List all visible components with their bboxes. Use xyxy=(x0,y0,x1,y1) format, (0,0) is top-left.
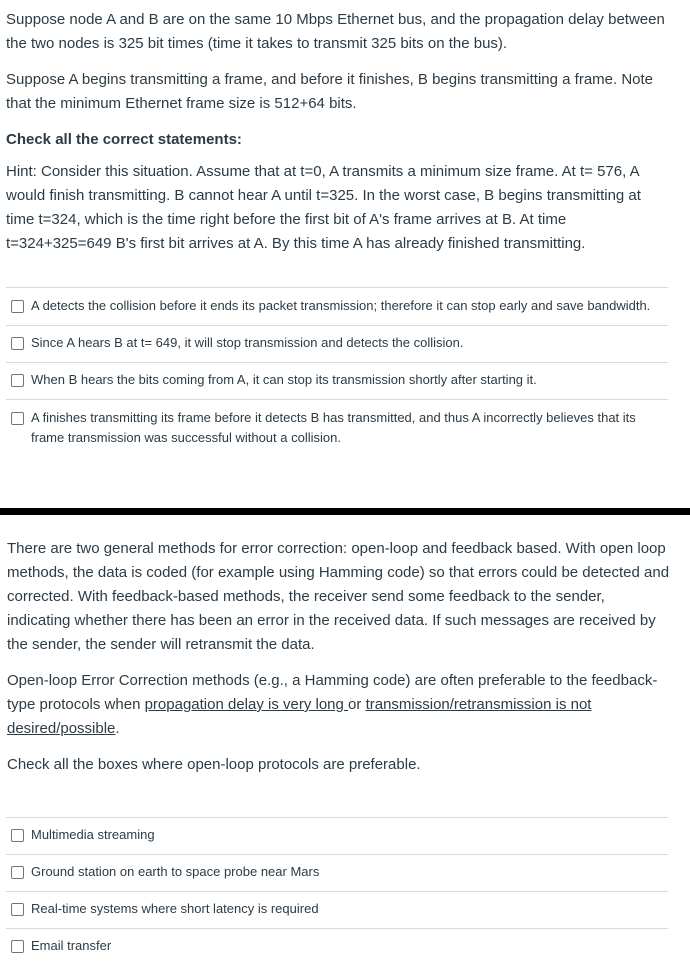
answer-option[interactable] xyxy=(6,928,668,965)
section-divider xyxy=(0,508,690,515)
answer-label: A detects the collision before it ends its packet transmission; therefore it can stop early and save bandwidth. xyxy=(31,298,651,313)
checkbox[interactable] xyxy=(11,300,24,313)
answer-option[interactable] xyxy=(6,325,668,362)
answer-label: Ground station on earth to space probe near Mars xyxy=(31,864,320,879)
answer-option[interactable] xyxy=(6,854,668,891)
question-1-hint: Hint: Consider this situation. Assume that at t=0, A transmits a minimum size frame. At t= 576, A would finish transmitting. B cannot hear A until t=325. In the worst case, B begins transmitting at time t=324, which is the time right before the first bit of A's frame arrives at B. At time t=324+325=649 B's first bit arrives at A. By this time A has already finished transmitting. xyxy=(6,163,641,252)
question-2-instruction: Check all the boxes where open-loop protocols are preferable. xyxy=(7,756,421,773)
question-1-intro-2: Suppose A begins transmitting a frame, and before it finishes, B begins transmitting a frame. Note that the minimum Ethernet frame size is 512+64 bits. xyxy=(6,71,654,112)
answer-label: A finishes transmitting its frame before it detects B has transmitted, and thus A incorrectly believes that its frame transmission was successful without a collision. xyxy=(31,410,636,445)
answer-option[interactable] xyxy=(6,362,668,399)
question-2-preference xyxy=(7,669,671,741)
checkbox[interactable] xyxy=(11,903,24,916)
answer-label: Multimedia streaming xyxy=(31,827,155,842)
checkbox[interactable] xyxy=(11,829,24,842)
question-1-instruction: Check all the correct statements: xyxy=(6,131,242,148)
question-1-intro-1: Suppose node A and B are on the same 10 Mbps Ethernet bus, and the propagation delay between the two nodes is 325 bit times (time it takes to transmit 325 bits on the bus). xyxy=(6,11,665,52)
answer-label: Since A hears B at t= 649, it will stop transmission and detects the collision. xyxy=(31,335,464,350)
answer-label: Real-time systems where short latency is required xyxy=(31,901,319,916)
preference-text: or xyxy=(348,696,366,713)
answer-option[interactable] xyxy=(6,287,668,325)
answer-option[interactable] xyxy=(6,399,668,457)
question-2 xyxy=(7,537,671,789)
checkbox[interactable] xyxy=(11,412,24,425)
question-2-answers xyxy=(6,817,668,965)
checkbox[interactable] xyxy=(11,337,24,350)
propagation-delay-link[interactable]: propagation delay is very long xyxy=(144,696,349,713)
checkbox[interactable] xyxy=(11,866,24,879)
question-1-answers xyxy=(6,287,668,457)
question-1 xyxy=(6,8,670,268)
preference-text: . xyxy=(115,720,120,737)
checkbox[interactable] xyxy=(11,374,24,387)
answer-label: Email transfer xyxy=(31,938,112,953)
answer-option[interactable] xyxy=(6,891,668,928)
answer-option[interactable] xyxy=(6,817,668,854)
retransmission-link[interactable]: transmission/retransmission is not desired/possible xyxy=(7,696,592,737)
question-2-intro: There are two general methods for error correction: open-loop and feedback based. With open loop methods, the data is coded (for example using Hamming code) so that errors could be detected and corrected. With feedback-based methods, the receiver send some feedback to the sender, indicating whether there has been an error in the received data. If such messages are received by the sender, the sender will retransmit the data. xyxy=(7,540,670,653)
checkbox[interactable] xyxy=(11,940,24,953)
preference-text: Open-loop Error Correction methods (e.g., a Hamming code) are often preferable to the feedback-type protocols when xyxy=(7,672,658,713)
answer-label: When B hears the bits coming from A, it can stop its transmission shortly after starting it. xyxy=(31,372,537,387)
